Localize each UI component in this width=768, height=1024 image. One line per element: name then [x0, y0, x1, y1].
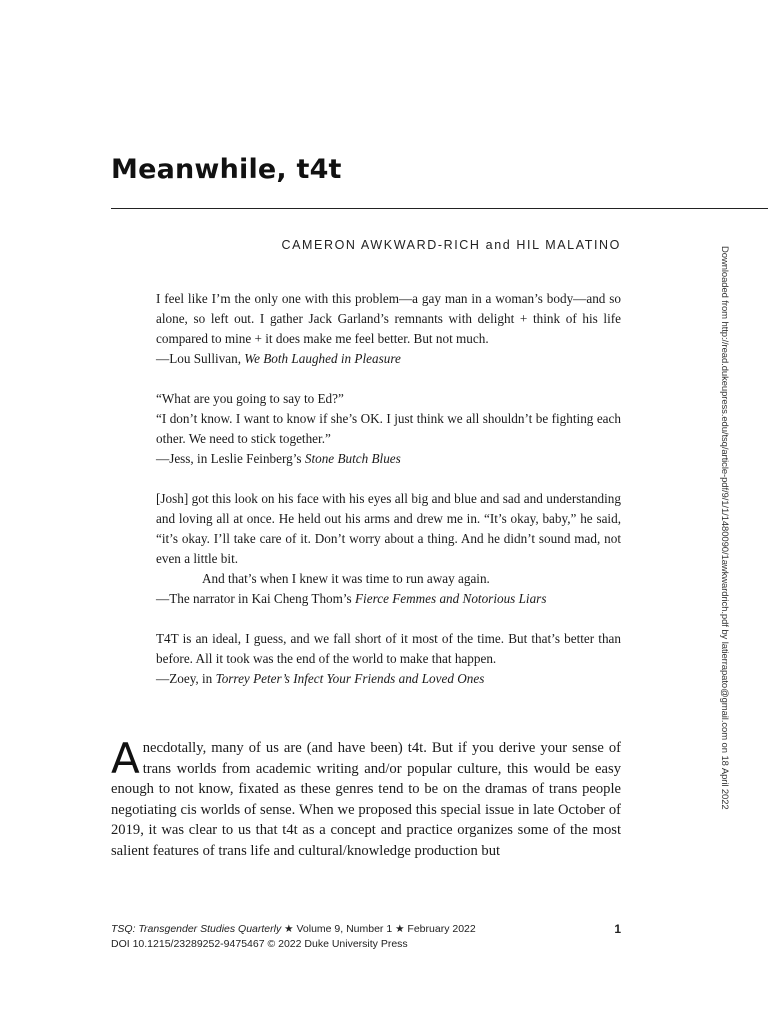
epigraph-text: “I don’t know. I want to know if she’s OK. I just think we all shouldn’t be fighting each other. We need to stick together.”	[156, 411, 621, 446]
epigraph-text: [Josh] got this look on his face with his eyes all big and blue and sad and understanding and loving all at once. He held out his arms and drew me in. “It’s okay, baby,” he said, “it’s okay. I’ll take care of it. Don’t worry about a thing. And he didn’t sound mad, not even a little bit.	[156, 491, 621, 566]
epigraph	[156, 489, 621, 609]
attribution-title: Fierce Femmes and Notorious Liars	[355, 591, 547, 606]
epigraph-text: I feel like I’m the only one with this problem—a gay man in a woman’s body—and so alone, so left out. I gather Jack Garland’s remnants with delight + think of his life compared to mine + it does make me feel better. But not much.	[156, 291, 621, 346]
issue-info: ★ Volume 9, Number 1 ★ February 2022	[281, 923, 476, 935]
epigraph-attribution	[156, 349, 621, 369]
epigraph	[156, 629, 621, 689]
attribution-title: Stone Butch Blues	[304, 451, 401, 466]
attribution-title: We Both Laughed in Pleasure	[244, 351, 401, 366]
page-number: 1	[614, 922, 621, 936]
attribution-title: Torrey Peter’s Infect Your Friends and Loved Ones	[215, 671, 485, 686]
attribution-prefix: —Zoey, in	[156, 671, 216, 686]
epigraph-text: T4T is an ideal, I guess, and we fall short of it most of the time. But that’s better than before. All it took was the end of the world to make that happen.	[156, 631, 621, 666]
epigraphs	[156, 289, 621, 709]
title-rule	[111, 208, 768, 209]
attribution-prefix: —Jess, in Leslie Feinberg’s	[156, 451, 305, 466]
attribution-prefix: —The narrator in Kai Cheng Thom’s	[156, 591, 355, 606]
page-footer	[111, 922, 621, 952]
epigraph	[156, 289, 621, 369]
doi-line: DOI 10.1215/23289252-9475467 © 2022 Duke University Press	[111, 938, 408, 950]
epigraph-text: And that’s when I knew it was time to run away again.	[202, 571, 490, 586]
journal-name: TSQ: Transgender Studies Quarterly	[111, 923, 282, 935]
epigraph	[156, 389, 621, 469]
journal-line	[111, 922, 621, 937]
body-text: necdotally, many of us are (and have been) t4t. But if you derive your sense of trans worlds from academic writing and/or popular culture, this would be easy enough to not know, fixated as these genres tend to be on the dramas of trans people negotiating cis worlds of sense. When we proposed this special issue in late October of 2019, it was clear to us that t4t as a concept and practice organizes some of the most salient features of trans life and cultural/knowledge production but	[111, 740, 621, 859]
drop-cap: A	[111, 734, 140, 783]
epigraph-attribution	[156, 669, 621, 689]
epigraph-attribution	[156, 589, 621, 609]
article-authors: CAMERON AWKWARD-RICH and HIL MALATINO	[281, 238, 621, 252]
attribution-prefix: —Lou Sullivan,	[156, 351, 245, 366]
article-title: Meanwhile, t4t	[111, 154, 342, 185]
epigraph-attribution	[156, 449, 621, 469]
body-paragraph	[111, 734, 621, 861]
download-sidebar	[719, 246, 730, 810]
download-notice: Downloaded from http://read.dukeupress.edu/tsq/article-pdf/9/1/1/1480090/1awkwardrich.pdf by latierrapato@gmail.com on 18 April 2022	[719, 246, 730, 810]
epigraph-text: “What are you going to say to Ed?”	[156, 391, 344, 406]
